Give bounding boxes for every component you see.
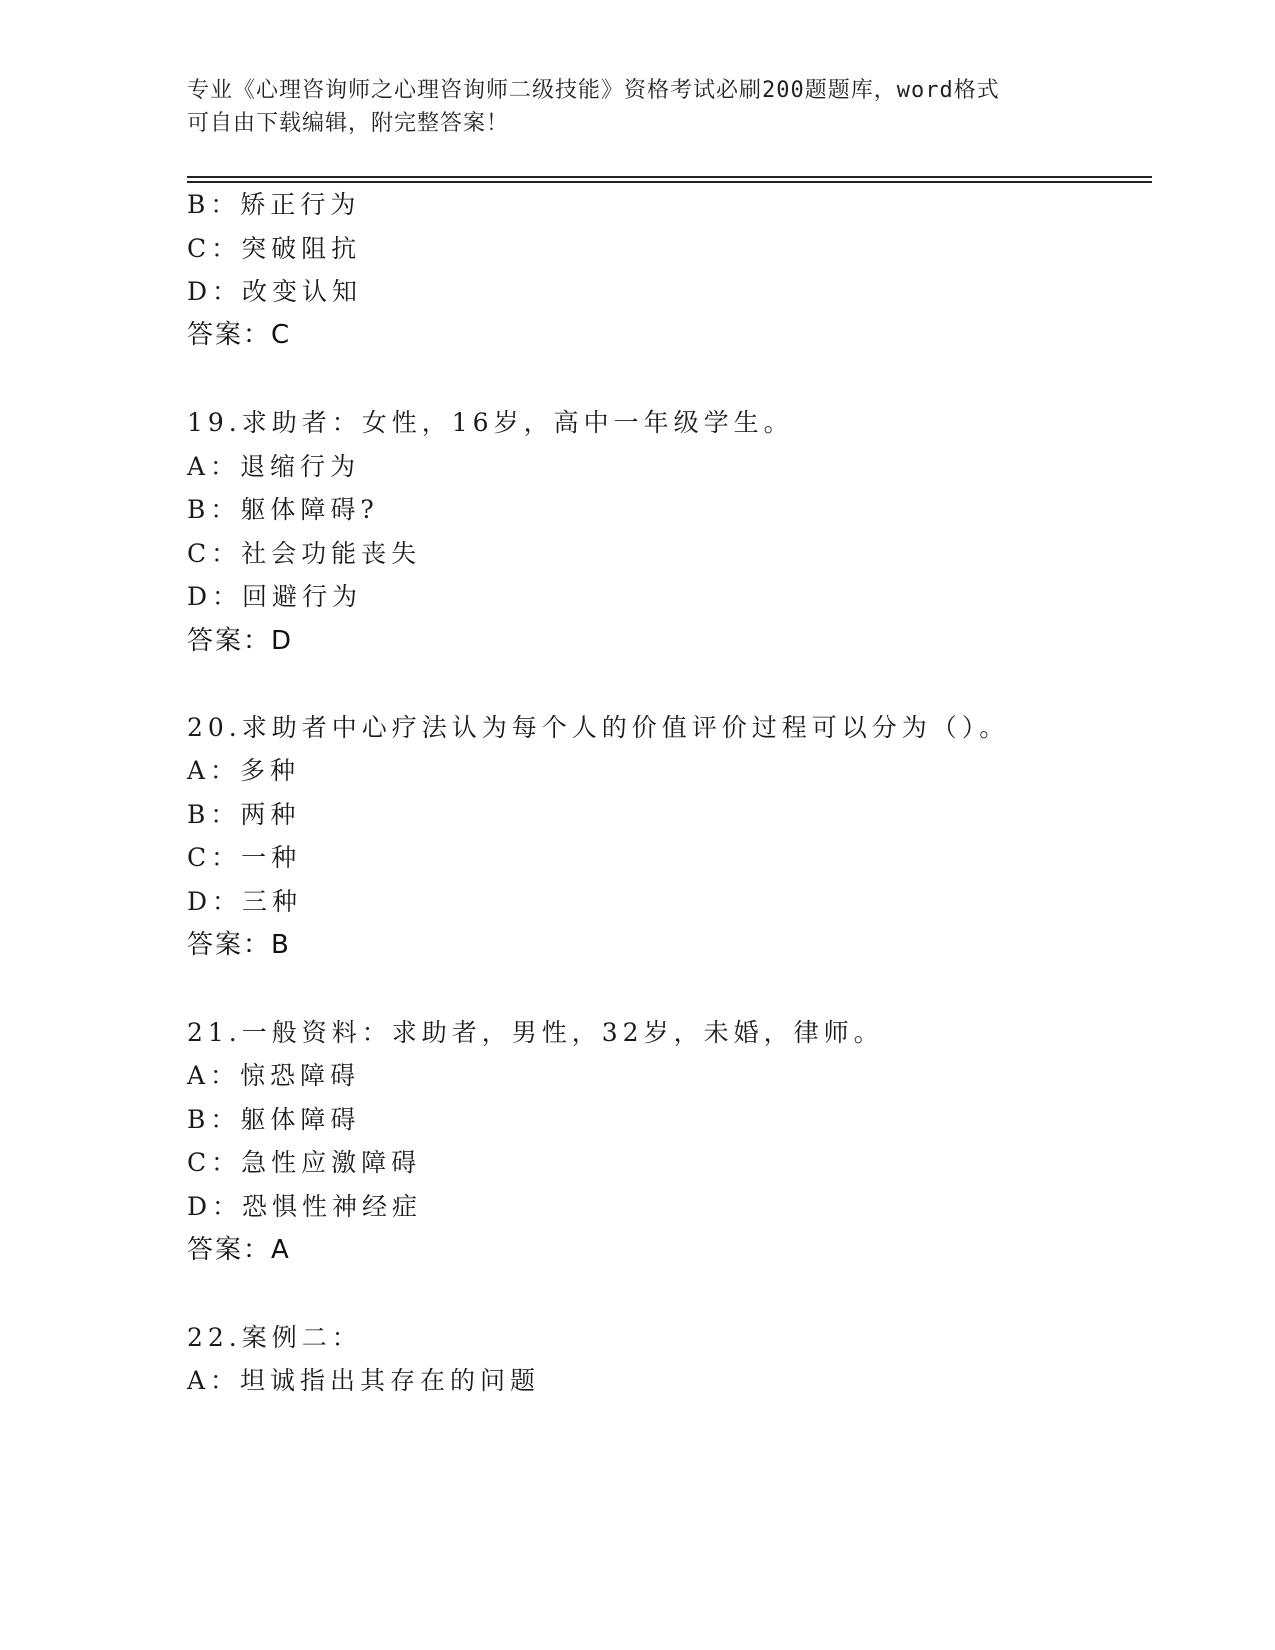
header-line-2: 可自由下载编辑，附完整答案！ [187, 111, 510, 136]
q19-option-c: C：社会功能丧失 [187, 539, 422, 568]
document-header [187, 74, 1067, 140]
q21-answer: 答案：A [187, 1235, 291, 1265]
q20-option-a: A：多种 [187, 756, 301, 785]
q21-option-a: A：惊恐障碍 [187, 1061, 361, 1090]
q19-answer: 答案：D [187, 626, 294, 656]
q19-option-d: D：回避行为 [187, 582, 363, 611]
q20-option-b: B：两种 [187, 800, 301, 829]
q21-option-c: C：急性应激障碍 [187, 1148, 422, 1177]
q19-option-a: A：退缩行为 [187, 452, 361, 481]
q21-option-d: D：恐惧性神经症 [187, 1192, 423, 1221]
header-divider-top [187, 176, 1152, 178]
q21-option-b: B：躯体障碍 [187, 1105, 361, 1134]
q18-option-b: B：矫正行为 [187, 190, 361, 219]
q20-answer: 答案：B [187, 930, 291, 960]
q21-question: 21.一般资料：求助者，男性，32岁，未婚，律师。 [187, 1018, 884, 1047]
q20-question: 20.求助者中心疗法认为每个人的价值评价过程可以分为（）。 [187, 713, 1010, 742]
q20-option-d: D：三种 [187, 887, 303, 916]
q22-question: 22.案例二： [187, 1323, 362, 1352]
q19-question: 19.求助者：女性，16岁，高中一年级学生。 [187, 408, 794, 437]
header-line-1: 专业《心理咨询师之心理咨询师二级技能》资格考试必刷200题题库，word格式 [187, 78, 1000, 103]
q18-answer: 答案：C [187, 320, 292, 350]
q22-option-a: A：坦诚指出其存在的问题 [187, 1366, 541, 1395]
q19-option-b: B：躯体障碍? [187, 495, 379, 524]
q18-option-c: C：突破阻抗 [187, 234, 362, 263]
q20-option-c: C：一种 [187, 843, 302, 872]
q18-option-d: D：改变认知 [187, 277, 363, 306]
header-divider-bottom [187, 181, 1152, 183]
